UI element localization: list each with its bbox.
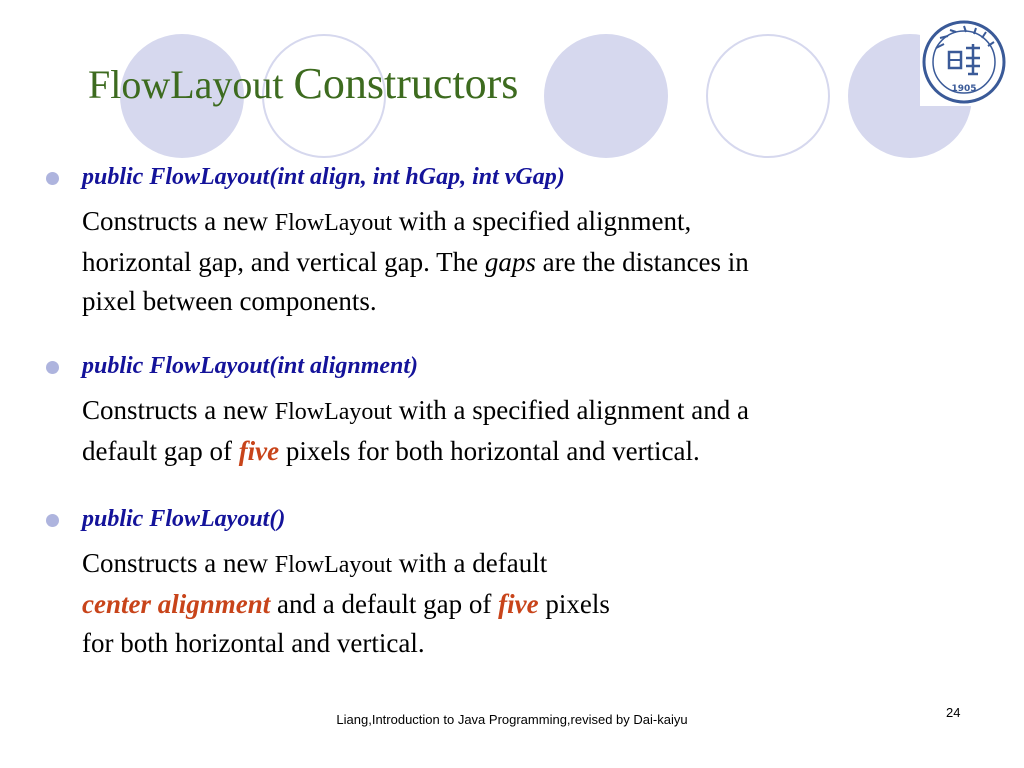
- title-part-2: Constructors: [293, 59, 519, 108]
- slide-title: [88, 58, 518, 109]
- desc-line: Constructs a new FlowLayout with a specified alignment and a: [82, 395, 749, 425]
- title-part-1: FlowLayout: [88, 62, 284, 107]
- constructor-signature: public FlowLayout(int align, int hGap, int vGap): [82, 164, 565, 190]
- desc-line: default gap of five pixels for both horizontal and vertical.: [82, 436, 700, 466]
- constructor-description: [82, 544, 962, 663]
- constructor-description: [82, 202, 962, 321]
- university-seal-logo: [920, 18, 1008, 106]
- bullet-icon: [46, 361, 59, 374]
- desc-line: for both horizontal and vertical.: [82, 628, 425, 658]
- constructor-signature: public FlowLayout(): [82, 506, 286, 532]
- constructor-description: [82, 391, 962, 471]
- page-number: 24: [946, 705, 961, 720]
- footer-credit: Liang,Introduction to Java Programming,revised by Dai-kaiyu: [336, 712, 688, 727]
- desc-line: horizontal gap, and vertical gap. The gaps are the distances in: [82, 247, 749, 277]
- decor-circle-2: [544, 34, 668, 158]
- bullet-icon: [46, 514, 59, 527]
- logo-year: 1905: [951, 84, 977, 94]
- desc-line: center alignment and a default gap of five pixels: [82, 589, 610, 619]
- desc-line: Constructs a new FlowLayout with a default: [82, 548, 548, 578]
- decor-ring-2: [706, 34, 830, 158]
- constructor-signature: public FlowLayout(int alignment): [82, 353, 419, 379]
- bullet-icon: [46, 172, 59, 185]
- desc-line: Constructs a new FlowLayout with a specified alignment,: [82, 206, 692, 236]
- desc-line: pixel between components.: [82, 286, 377, 316]
